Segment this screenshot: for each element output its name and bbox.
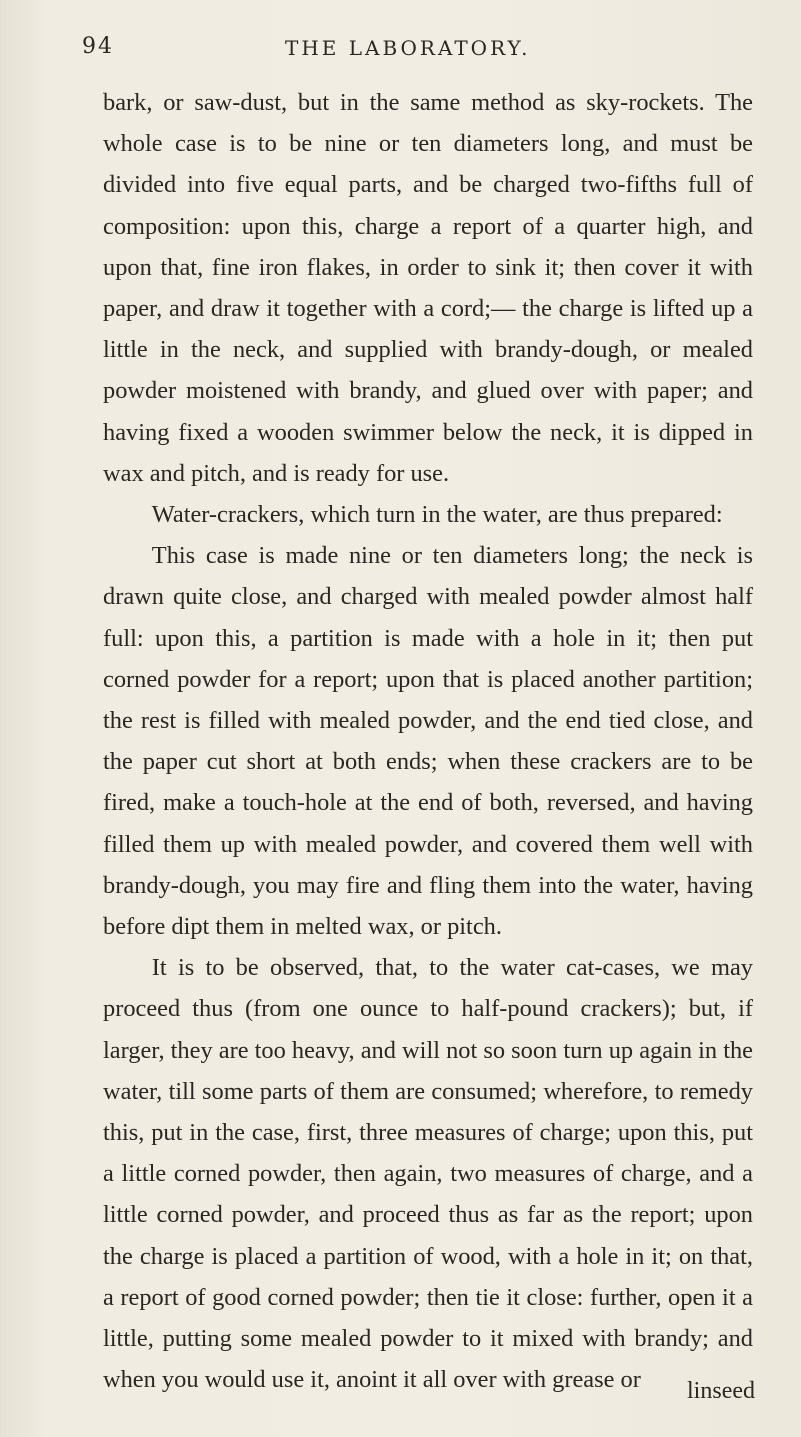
body-text bbox=[103, 82, 753, 1401]
running-head: THE LABORATORY. bbox=[285, 36, 531, 60]
page-header bbox=[0, 28, 801, 68]
paragraph-water-crackers-intro: Water-crackers, which turn in the water, are thus prepared: bbox=[151, 501, 723, 529]
paragraph-continued: bark, or saw-dust, but in the same method as sky-rockets. The whole case is to be nine or ten diameters long, and must be divided into five equal parts, and be charged two-fifths full of composition: upon this, charge a report of a quarter high, and upon that, fine iron flakes, in order to sink it; then cover it with paper, and draw it together with a cord;— the charge is lifted up a little in the neck, and supplied with brandy-dough, or mealed powder moistened with brandy, and glued over with paper; and having fixed a wooden swimmer below the neck, it is dipped in wax and pitch, and is ready for use. bbox=[103, 89, 753, 487]
paragraph-observation: It is to be observed, that, to the water cat-cases, we may proceed thus (from one ounce to half-pound crackers); but, if larger, they are too heavy, and will not so soon turn up again in the water, till some parts of them are consumed; wherefore, to remedy this, put in the case, first, three measures of charge; upon this, put a little corned powder, then again, two measures of charge, and a little corned powder, and proceed thus as far as the report; upon the charge is placed a partition of wood, with a hole in it; on that, a report of good corned powder; then tie it close: further, open it a little, putting some mealed powder to it mixed with brandy; and when you would use it, anoint it all over with grease or bbox=[103, 954, 753, 1394]
paragraph-case-construction: This case is made nine or ten diameters long; the neck is drawn quite close, and charged with mealed powder almost half full: upon this, a partition is made with a hole in it; then put corned powder for a report; upon that is placed another partition; the rest is filled with mealed powder, and the end tied close, and the paper cut short at both ends; when these crackers are to be fired, make a touch-hole at the end of both, reversed, and having filled them up with mealed powder, and covered them well with brandy-dough, you may fire and fling them into the water, having before dipt them in melted wax, or pitch. bbox=[103, 542, 753, 941]
page-number: 94 bbox=[82, 34, 114, 59]
catchword: linseed bbox=[687, 1378, 755, 1404]
